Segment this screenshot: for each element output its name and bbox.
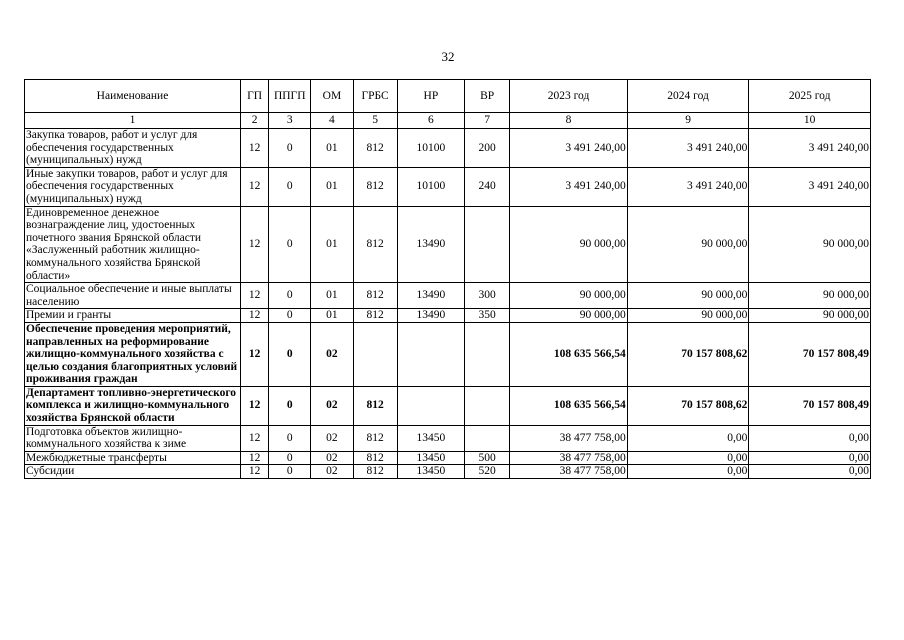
om-cell: 02 [311, 451, 353, 465]
nr-cell: 13490 [397, 283, 464, 309]
ppgp-cell: 0 [269, 465, 311, 479]
gp-cell: 12 [241, 386, 269, 425]
grbs-cell: 812 [353, 386, 397, 425]
amount-2024-cell: 3 491 240,00 [627, 129, 749, 168]
budget-table [24, 79, 871, 479]
name-cell: Социальное обеспечение и иные выплаты населению [25, 283, 241, 309]
header-ppgp: ППГП [269, 80, 311, 113]
name-cell: Подготовка объектов жилищно-коммунального хозяйства к зиме [25, 425, 241, 451]
amount-2025-cell: 90 000,00 [749, 206, 871, 283]
header-name: Наименование [25, 80, 241, 113]
page-number: 32 [441, 49, 455, 64]
table-row [25, 206, 871, 283]
amount-2023-cell: 108 635 566,54 [510, 322, 628, 386]
amount-2024-cell: 90 000,00 [627, 309, 749, 323]
vr-cell: 350 [465, 309, 510, 323]
amount-2023-cell: 108 635 566,54 [510, 386, 628, 425]
grbs-cell: 812 [353, 465, 397, 479]
ppgp-cell: 0 [269, 386, 311, 425]
column-number: 1 [25, 113, 241, 129]
vr-cell: 300 [465, 283, 510, 309]
nr-cell: 13450 [397, 425, 464, 451]
grbs-cell: 812 [353, 167, 397, 206]
amount-2024-cell: 0,00 [627, 465, 749, 479]
amount-2023-cell: 90 000,00 [510, 206, 628, 283]
amount-2024-cell: 70 157 808,62 [627, 322, 749, 386]
ppgp-cell: 0 [269, 425, 311, 451]
grbs-cell: 812 [353, 451, 397, 465]
vr-cell [465, 386, 510, 425]
ppgp-cell: 0 [269, 129, 311, 168]
amount-2025-cell: 90 000,00 [749, 309, 871, 323]
column-number: 3 [269, 113, 311, 129]
amount-2024-cell: 70 157 808,62 [627, 386, 749, 425]
grbs-cell: 812 [353, 425, 397, 451]
om-cell: 01 [311, 283, 353, 309]
vr-cell: 520 [465, 465, 510, 479]
gp-cell: 12 [241, 129, 269, 168]
amount-2025-cell: 0,00 [749, 465, 871, 479]
om-cell: 01 [311, 309, 353, 323]
name-cell: Департамент топливно-энергетического комплекса и жилищно-коммунального хозяйства Брянской области [25, 386, 241, 425]
table-row [25, 451, 871, 465]
ppgp-cell: 0 [269, 451, 311, 465]
nr-cell: 13450 [397, 465, 464, 479]
om-cell: 02 [311, 425, 353, 451]
header-row [25, 80, 871, 113]
name-cell: Премии и гранты [25, 309, 241, 323]
nr-cell [397, 386, 464, 425]
column-number: 7 [465, 113, 510, 129]
nr-cell: 13490 [397, 206, 464, 283]
gp-cell: 12 [241, 167, 269, 206]
gp-cell: 12 [241, 465, 269, 479]
table-row [25, 129, 871, 168]
amount-2023-cell: 3 491 240,00 [510, 167, 628, 206]
table-row [25, 322, 871, 386]
om-cell: 01 [311, 206, 353, 283]
om-cell: 01 [311, 129, 353, 168]
name-cell: Закупка товаров, работ и услуг для обеспечения государственных (муниципальных) нужд [25, 129, 241, 168]
ppgp-cell: 0 [269, 283, 311, 309]
name-cell: Иные закупки товаров, работ и услуг для обеспечения государственных (муниципальных) нужд [25, 167, 241, 206]
grbs-cell: 812 [353, 129, 397, 168]
name-cell: Субсидии [25, 465, 241, 479]
nr-cell: 13490 [397, 309, 464, 323]
column-number: 2 [241, 113, 269, 129]
ppgp-cell: 0 [269, 167, 311, 206]
vr-cell: 200 [465, 129, 510, 168]
amount-2024-cell: 90 000,00 [627, 283, 749, 309]
ppgp-cell: 0 [269, 322, 311, 386]
header-grbs: ГРБС [353, 80, 397, 113]
amount-2024-cell: 0,00 [627, 451, 749, 465]
amount-2023-cell: 38 477 758,00 [510, 451, 628, 465]
amount-2023-cell: 38 477 758,00 [510, 465, 628, 479]
gp-cell: 12 [241, 309, 269, 323]
grbs-cell [353, 322, 397, 386]
column-number: 10 [749, 113, 871, 129]
column-number: 6 [397, 113, 464, 129]
amount-2024-cell: 0,00 [627, 425, 749, 451]
column-number-row [25, 113, 871, 129]
gp-cell: 12 [241, 322, 269, 386]
om-cell: 02 [311, 465, 353, 479]
table-row [25, 283, 871, 309]
ppgp-cell: 0 [269, 309, 311, 323]
name-cell: Межбюджетные трансферты [25, 451, 241, 465]
amount-2025-cell: 70 157 808,49 [749, 322, 871, 386]
table-row [25, 386, 871, 425]
grbs-cell: 812 [353, 283, 397, 309]
nr-cell: 10100 [397, 167, 464, 206]
vr-cell: 240 [465, 167, 510, 206]
om-cell: 02 [311, 386, 353, 425]
gp-cell: 12 [241, 206, 269, 283]
gp-cell: 12 [241, 451, 269, 465]
header-2024: 2024 год [627, 80, 749, 113]
amount-2025-cell: 3 491 240,00 [749, 167, 871, 206]
name-cell: Единовременное денежное вознаграждение лиц, удостоенных почетного звания Брянской области «Заслуженный работник жилищно-коммунального хозяйства Брянской области» [25, 206, 241, 283]
amount-2024-cell: 3 491 240,00 [627, 167, 749, 206]
amount-2025-cell: 0,00 [749, 425, 871, 451]
nr-cell [397, 322, 464, 386]
gp-cell: 12 [241, 425, 269, 451]
ppgp-cell: 0 [269, 206, 311, 283]
table-row [25, 167, 871, 206]
table-row [25, 465, 871, 479]
column-number: 9 [627, 113, 749, 129]
om-cell: 01 [311, 167, 353, 206]
header-nr: НР [397, 80, 464, 113]
amount-2023-cell: 3 491 240,00 [510, 129, 628, 168]
vr-cell [465, 425, 510, 451]
amount-2025-cell: 3 491 240,00 [749, 129, 871, 168]
amount-2023-cell: 90 000,00 [510, 309, 628, 323]
header-gp: ГП [241, 80, 269, 113]
nr-cell: 10100 [397, 129, 464, 168]
column-number: 4 [311, 113, 353, 129]
amount-2023-cell: 90 000,00 [510, 283, 628, 309]
name-cell: Обеспечение проведения мероприятий, направленных на реформирование жилищно-коммунального хозяйства с целью создания благоприятных условий проживания граждан [25, 322, 241, 386]
header-2025: 2025 год [749, 80, 871, 113]
gp-cell: 12 [241, 283, 269, 309]
om-cell: 02 [311, 322, 353, 386]
table-row [25, 425, 871, 451]
header-vr: ВР [465, 80, 510, 113]
vr-cell: 500 [465, 451, 510, 465]
amount-2023-cell: 38 477 758,00 [510, 425, 628, 451]
column-number: 5 [353, 113, 397, 129]
grbs-cell: 812 [353, 309, 397, 323]
nr-cell: 13450 [397, 451, 464, 465]
amount-2025-cell: 90 000,00 [749, 283, 871, 309]
column-number: 8 [510, 113, 628, 129]
amount-2025-cell: 70 157 808,49 [749, 386, 871, 425]
vr-cell [465, 206, 510, 283]
vr-cell [465, 322, 510, 386]
header-2023: 2023 год [510, 80, 628, 113]
table-row [25, 309, 871, 323]
amount-2024-cell: 90 000,00 [627, 206, 749, 283]
amount-2025-cell: 0,00 [749, 451, 871, 465]
grbs-cell: 812 [353, 206, 397, 283]
header-om: ОМ [311, 80, 353, 113]
